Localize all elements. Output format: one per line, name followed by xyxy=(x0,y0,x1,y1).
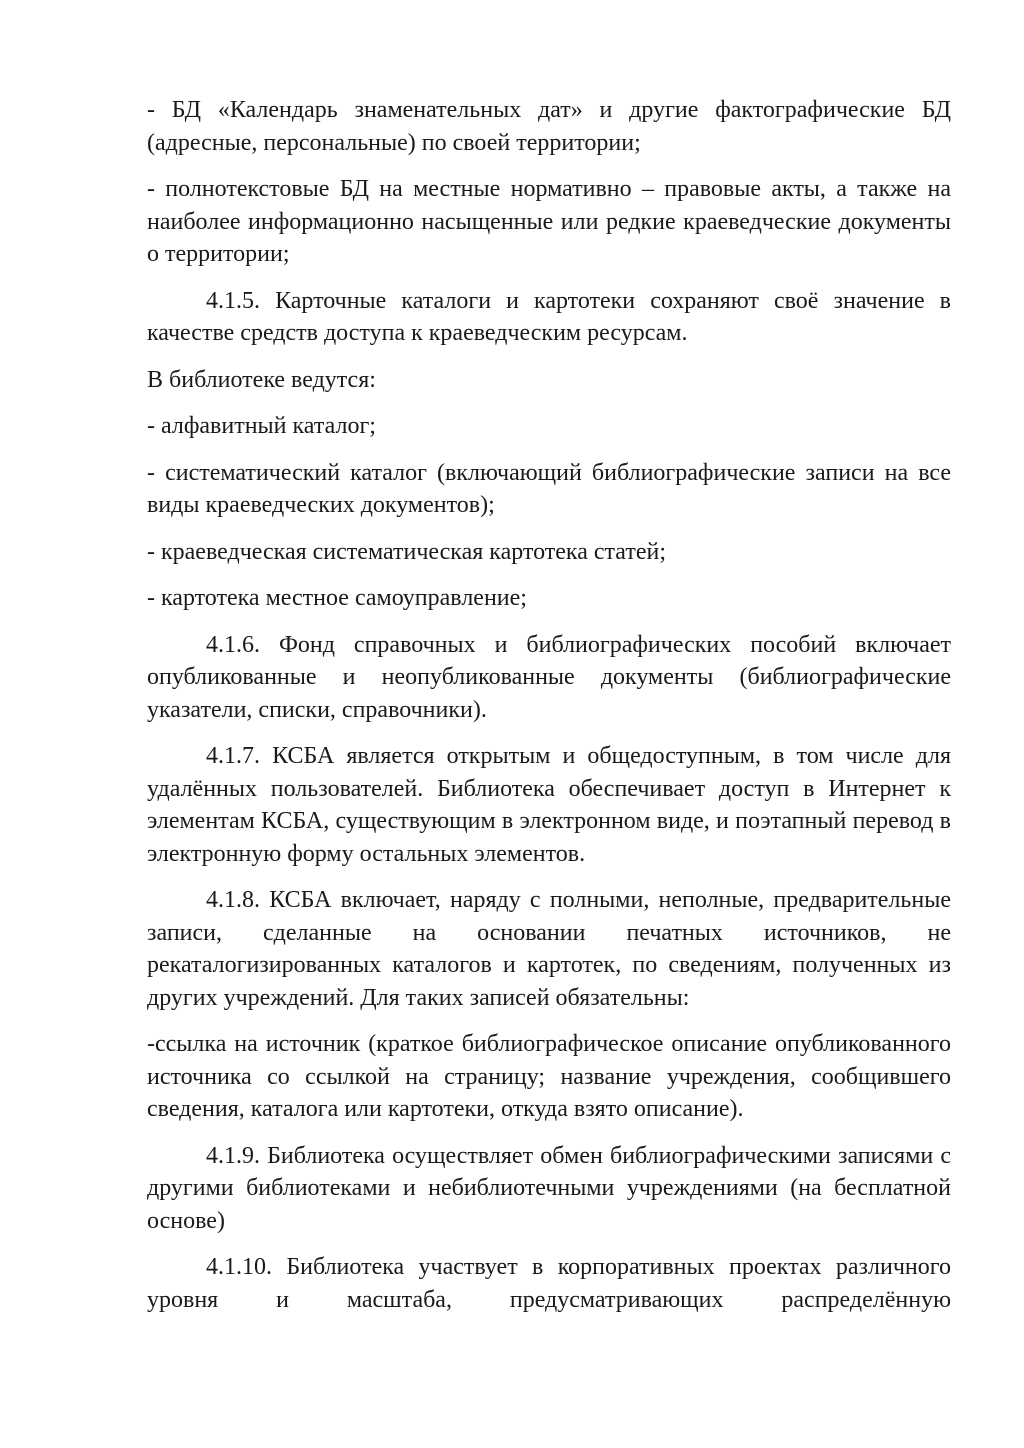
paragraph-alphabetic-catalog: - алфавитный каталог; xyxy=(147,413,376,439)
paragraph-library-maintains: В библиотеке ведутся: xyxy=(147,366,376,393)
paragraph-4-1-8: 4.1.8. КСБА включает, наряду с полными, неполные, предварительные записи, сделанные на основании печатных источников, не рекаталогизированных каталогов и картотек, по сведениям, полученных из других учреждений. Для таких записей обязательны: xyxy=(147,887,951,1011)
paragraph-4-1-6: 4.1.6. Фонд справочных и библиографических пособий включает опубликованные и неопубликованные документы (библиографические указатели, списки, справочники). xyxy=(147,631,951,723)
paragraph-4-1-7: 4.1.7. КСБА является открытым и общедоступным, в том числе для удалённых пользователей. Библиотека обеспечивает доступ в Интернет к элементам КСБА, существующим в электронном виде, и поэтапный перевод в электронную форму остальных элементов. xyxy=(147,743,951,867)
paragraph-source-reference: -ссылка на источник (краткое библиографическое описание опубликованного источника со ссылкой на страницу; название учреждения, сообщившего сведения, каталога или картотеки, откуда взято описание). xyxy=(147,1031,951,1122)
paragraph-local-government-card-file: - картотека местное самоуправление; xyxy=(147,585,527,611)
paragraph-fulltext-db: - полнотекстовые БД на местные нормативно – правовые акты, а также на наиболее информационно насыщенные или редкие краеведческие документы о территории; xyxy=(147,176,951,267)
paragraph-systematic-catalog: - систематический каталог (включающий библиографические записи на все виды краеведческих документов); xyxy=(147,459,951,518)
paragraph-4-1-5: 4.1.5. Карточные каталоги и картотеки сохраняют своё значение в качестве средств доступа к краеведческим ресурсам. xyxy=(147,287,951,346)
paragraph-4-1-10: 4.1.10. Библиотека участвует в корпоративных проектах различного уровня и масштаба, предусматривающих распределённую xyxy=(147,1254,951,1313)
paragraph-calendar-db: - БД «Календарь знаменательных дат» и другие фактографические БД (адресные, персональные) по своей территории; xyxy=(147,97,951,156)
paragraph-articles-card-file: - краеведческая систематическая картотека статей; xyxy=(147,538,666,565)
document-page xyxy=(147,94,951,1330)
paragraph-4-1-9: 4.1.9. Библиотека осуществляет обмен библиографическими записями с другими библиотеками и небиблиотечными учреждениями (на бесплатной основе) xyxy=(147,1142,951,1234)
